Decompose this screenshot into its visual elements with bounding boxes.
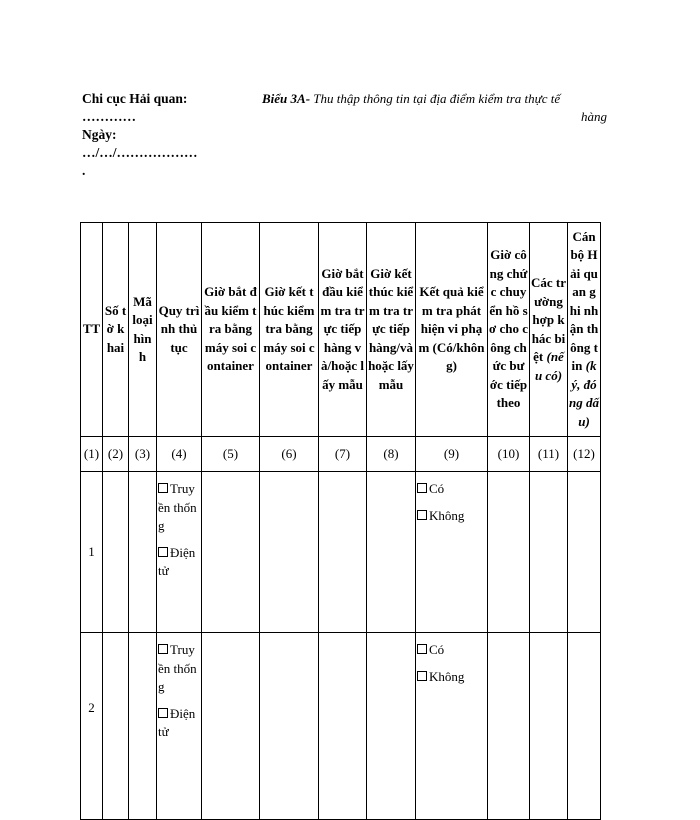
- agency-label: Chi cục Hải quan:: [82, 91, 188, 106]
- col-header: Mã loại hình: [129, 223, 157, 437]
- date-end: .: [82, 163, 86, 178]
- process-cell: [157, 633, 202, 820]
- col-number: (12): [568, 437, 601, 472]
- inspection-table: [80, 222, 601, 820]
- result-option-no[interactable]: Không: [417, 507, 486, 526]
- type-code-cell[interactable]: [129, 633, 157, 820]
- scan-start-cell[interactable]: [202, 633, 260, 820]
- table-row: [81, 633, 601, 820]
- date-label: Ngày:: [82, 127, 117, 142]
- officer-cell[interactable]: [568, 472, 601, 633]
- col-header: Giờ bắt đầu kiểm tra trực tiếp hàng và/hoặc lấy mẫu: [319, 223, 367, 437]
- inspect-start-cell[interactable]: [319, 633, 367, 820]
- col-header: Cán bộ Hải quan ghi nhận thông tin (ký, đóng dấu): [568, 223, 601, 437]
- date-value: …/…/………………: [82, 145, 198, 160]
- col-number: (7): [319, 437, 367, 472]
- checkbox-icon[interactable]: [158, 483, 168, 493]
- col-number: (10): [488, 437, 530, 472]
- process-option-traditional[interactable]: Truyền thống: [158, 642, 197, 694]
- column-number-row: [81, 437, 601, 472]
- inspect-start-cell[interactable]: [319, 472, 367, 633]
- process-option-electronic[interactable]: Điện tử: [158, 705, 196, 739]
- col-header: Số tờ khai: [103, 223, 129, 437]
- process-option-electronic[interactable]: Điện tử: [158, 544, 196, 578]
- form-title: [262, 90, 607, 126]
- process-cell: [157, 472, 202, 633]
- inspect-end-cell[interactable]: [367, 633, 416, 820]
- col-header: Giờ kết thúc kiểm tra bằng máy soi container: [260, 223, 319, 437]
- col-header: Giờ công chức chuyển hồ sơ cho công chức bước tiếp theo: [488, 223, 530, 437]
- declaration-number-cell[interactable]: [103, 633, 129, 820]
- result-cell: [416, 633, 488, 820]
- inspect-end-cell[interactable]: [367, 472, 416, 633]
- officer-cell[interactable]: [568, 633, 601, 820]
- col-number: (4): [157, 437, 202, 472]
- col-number: (8): [367, 437, 416, 472]
- col-header: Kết quả kiểm tra phát hiện vi phạm (Có/không): [416, 223, 488, 437]
- checkbox-icon[interactable]: [158, 644, 168, 654]
- table-row: [81, 472, 601, 633]
- result-option-no[interactable]: Không: [417, 668, 486, 687]
- col-number: (11): [530, 437, 568, 472]
- col-number: (9): [416, 437, 488, 472]
- form-code: Biểu 3A-: [262, 91, 311, 106]
- agency-dots: …………: [82, 109, 136, 124]
- scan-end-cell[interactable]: [260, 472, 319, 633]
- checkbox-icon[interactable]: [417, 671, 427, 681]
- col-number: (6): [260, 437, 319, 472]
- scan-end-cell[interactable]: [260, 633, 319, 820]
- row-number: 1: [81, 472, 103, 633]
- col-number: (3): [129, 437, 157, 472]
- checkbox-icon[interactable]: [417, 483, 427, 493]
- other-cases-cell[interactable]: [530, 472, 568, 633]
- header-row: [81, 223, 601, 437]
- checkbox-icon[interactable]: [417, 644, 427, 654]
- checkbox-icon[interactable]: [417, 510, 427, 520]
- declaration-number-cell[interactable]: [103, 472, 129, 633]
- form-title-line2: hàng: [581, 109, 607, 124]
- form-title-line1: Thu thập thông tin tại địa điểm kiểm tra thực tế: [313, 91, 561, 106]
- checkbox-icon[interactable]: [158, 547, 168, 557]
- col-header: Các trường hợp khác biệt (nếu có): [530, 223, 568, 437]
- col-note: (ký, đóng dấu): [569, 358, 599, 429]
- row-number: 2: [81, 633, 103, 820]
- col-number: (5): [202, 437, 260, 472]
- process-option-traditional[interactable]: Truyền thống: [158, 481, 197, 533]
- col-header: Giờ bắt đầu kiểm tra bằng máy soi container: [202, 223, 260, 437]
- handover-time-cell[interactable]: [488, 633, 530, 820]
- col-header: Quy trình thủ tục: [157, 223, 202, 437]
- col-number: (2): [103, 437, 129, 472]
- type-code-cell[interactable]: [129, 472, 157, 633]
- result-cell: [416, 472, 488, 633]
- handover-time-cell[interactable]: [488, 472, 530, 633]
- result-option-yes[interactable]: Có: [417, 641, 486, 660]
- header-left: [82, 90, 232, 180]
- col-header: Giờ kết thúc kiểm tra trực tiếp hàng/và hoặc lấy mẫu: [367, 223, 416, 437]
- col-note: (nếu có): [534, 349, 564, 383]
- other-cases-cell[interactable]: [530, 633, 568, 820]
- scan-start-cell[interactable]: [202, 472, 260, 633]
- checkbox-icon[interactable]: [158, 708, 168, 718]
- result-option-yes[interactable]: Có: [417, 480, 486, 499]
- col-number: (1): [81, 437, 103, 472]
- col-header: TT: [81, 223, 103, 437]
